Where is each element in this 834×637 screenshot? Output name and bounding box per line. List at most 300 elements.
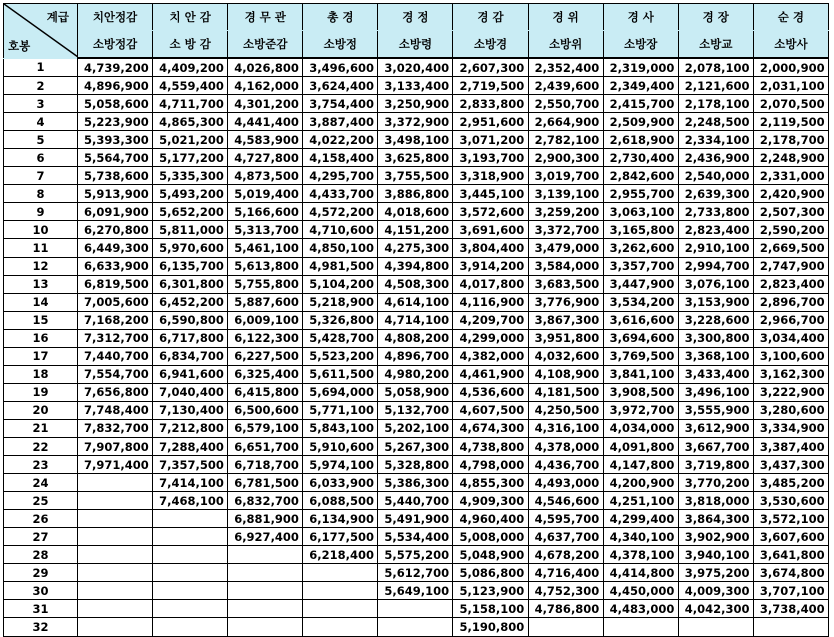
salary-cell: 4,032,600 — [528, 347, 603, 365]
salary-cell: 5,652,200 — [153, 203, 228, 221]
salary-cell: 3,153,900 — [678, 293, 753, 311]
salary-cell: 6,270,800 — [78, 221, 153, 239]
salary-cell: 5,386,300 — [378, 474, 453, 492]
salary-cell: 4,786,800 — [528, 600, 603, 618]
column-header-fire-rank: 소방정감 — [78, 31, 153, 59]
step-number-cell: 30 — [4, 582, 78, 600]
salary-cell: 3,754,400 — [303, 95, 378, 113]
salary-cell: 7,168,200 — [78, 311, 153, 329]
salary-cell: 2,420,900 — [753, 185, 828, 203]
step-number-cell: 28 — [4, 546, 78, 564]
salary-cell: 2,823,400 — [753, 275, 828, 293]
salary-cell: 4,394,800 — [378, 257, 453, 275]
salary-cell: 6,177,500 — [303, 528, 378, 546]
salary-cell: 4,909,300 — [453, 492, 528, 510]
table-row — [4, 113, 829, 131]
table-row — [4, 167, 829, 185]
table-row — [4, 131, 829, 149]
salary-cell: 5,771,100 — [303, 401, 378, 419]
empty-cell — [303, 618, 378, 636]
salary-cell: 6,651,700 — [228, 437, 303, 455]
salary-cell: 5,649,100 — [378, 582, 453, 600]
salary-cell: 3,133,400 — [378, 77, 453, 95]
step-number-cell: 5 — [4, 131, 78, 149]
empty-cell — [228, 582, 303, 600]
salary-cell: 4,409,200 — [153, 58, 228, 77]
salary-cell: 2,248,900 — [753, 149, 828, 167]
salary-cell: 6,834,700 — [153, 347, 228, 365]
table-row — [4, 185, 829, 203]
salary-cell: 2,639,300 — [678, 185, 753, 203]
salary-cell: 3,368,100 — [678, 347, 753, 365]
salary-cell: 7,748,400 — [78, 401, 153, 419]
salary-cell: 5,440,700 — [378, 492, 453, 510]
empty-cell — [78, 528, 153, 546]
salary-cell: 6,449,300 — [78, 239, 153, 257]
step-number-cell: 14 — [4, 293, 78, 311]
salary-cell: 6,227,500 — [228, 347, 303, 365]
salary-cell: 2,842,600 — [603, 167, 678, 185]
salary-cell: 2,070,500 — [753, 95, 828, 113]
salary-cell: 5,534,400 — [378, 528, 453, 546]
salary-cell: 4,340,100 — [603, 528, 678, 546]
step-number-cell: 26 — [4, 510, 78, 528]
salary-cell: 5,913,900 — [78, 185, 153, 203]
step-number-cell: 13 — [4, 275, 78, 293]
table-row — [4, 203, 829, 221]
empty-cell — [678, 618, 753, 636]
salary-cell: 3,755,500 — [378, 167, 453, 185]
salary-cell: 5,523,200 — [303, 347, 378, 365]
step-number-cell: 7 — [4, 167, 78, 185]
salary-cell: 4,200,900 — [603, 474, 678, 492]
column-header-police-rank: 경 위 — [528, 4, 603, 31]
salary-cell: 4,865,300 — [153, 113, 228, 131]
salary-cell: 3,496,100 — [678, 383, 753, 401]
step-number-cell: 25 — [4, 492, 78, 510]
salary-cell: 4,091,800 — [603, 437, 678, 455]
empty-cell — [78, 600, 153, 618]
salary-cell: 2,733,800 — [678, 203, 753, 221]
salary-cell: 4,441,400 — [228, 113, 303, 131]
column-header-fire-rank: 소방위 — [528, 31, 603, 59]
salary-cell: 4,116,900 — [453, 293, 528, 311]
salary-cell: 2,900,300 — [528, 149, 603, 167]
salary-cell: 6,500,600 — [228, 401, 303, 419]
salary-cell: 6,218,400 — [303, 546, 378, 564]
step-number-cell: 11 — [4, 239, 78, 257]
salary-cell: 7,440,700 — [78, 347, 153, 365]
salary-cell: 2,178,100 — [678, 95, 753, 113]
empty-cell — [78, 564, 153, 582]
empty-cell — [228, 546, 303, 564]
salary-cell: 3,250,900 — [378, 95, 453, 113]
table-row — [4, 492, 829, 510]
salary-cell: 4,017,800 — [453, 275, 528, 293]
salary-cell: 3,818,000 — [678, 492, 753, 510]
salary-cell: 6,718,700 — [228, 456, 303, 474]
empty-cell — [153, 528, 228, 546]
salary-cell: 2,334,100 — [678, 131, 753, 149]
salary-cell: 4,382,000 — [453, 347, 528, 365]
salary-cell: 3,694,600 — [603, 329, 678, 347]
salary-cell: 5,393,300 — [78, 131, 153, 149]
salary-cell: 3,770,200 — [678, 474, 753, 492]
table-row — [4, 221, 829, 239]
salary-cell: 6,832,700 — [228, 492, 303, 510]
salary-cell: 5,970,600 — [153, 239, 228, 257]
salary-cell: 3,683,500 — [528, 275, 603, 293]
salary-cell: 4,034,000 — [603, 419, 678, 437]
salary-cell: 7,907,800 — [78, 437, 153, 455]
salary-cell: 5,694,000 — [303, 383, 378, 401]
salary-cell: 2,896,700 — [753, 293, 828, 311]
salary-cell: 4,275,300 — [378, 239, 453, 257]
step-number-cell: 4 — [4, 113, 78, 131]
salary-cell: 3,804,400 — [453, 239, 528, 257]
table-row — [4, 293, 829, 311]
salary-cell: 4,583,900 — [228, 131, 303, 149]
empty-cell — [153, 600, 228, 618]
salary-cell: 3,228,600 — [678, 311, 753, 329]
column-header-fire-rank: 소방령 — [378, 31, 453, 59]
salary-cell: 3,864,300 — [678, 510, 753, 528]
salary-cell: 4,716,400 — [528, 564, 603, 582]
empty-cell — [78, 618, 153, 636]
salary-cell: 3,572,100 — [753, 510, 828, 528]
salary-cell: 3,867,300 — [528, 311, 603, 329]
salary-cell: 5,123,900 — [453, 582, 528, 600]
salary-cell: 7,971,400 — [78, 456, 153, 474]
salary-cell: 3,707,100 — [753, 582, 828, 600]
salary-cell: 3,372,900 — [378, 113, 453, 131]
salary-cell: 4,295,700 — [303, 167, 378, 185]
table-row — [4, 618, 829, 636]
salary-cell: 4,018,600 — [378, 203, 453, 221]
empty-cell — [753, 618, 828, 636]
salary-cell: 4,980,200 — [378, 365, 453, 383]
salary-cell: 4,896,900 — [78, 77, 153, 95]
salary-cell: 3,940,100 — [678, 546, 753, 564]
salary-cell: 2,719,500 — [453, 77, 528, 95]
salary-cell: 4,614,100 — [378, 293, 453, 311]
step-number-cell: 17 — [4, 347, 78, 365]
salary-cell: 4,711,700 — [153, 95, 228, 113]
salary-cell: 2,031,100 — [753, 77, 828, 95]
empty-cell — [153, 618, 228, 636]
salary-cell: 3,572,600 — [453, 203, 528, 221]
salary-cell: 6,590,800 — [153, 311, 228, 329]
salary-cell: 4,559,400 — [153, 77, 228, 95]
salary-cell: 5,086,800 — [453, 564, 528, 582]
salary-cell: 5,612,700 — [378, 564, 453, 582]
salary-cell: 4,162,000 — [228, 77, 303, 95]
column-header-fire-rank: 소방장 — [603, 31, 678, 59]
salary-cell: 3,719,800 — [678, 456, 753, 474]
salary-cell: 6,881,900 — [228, 510, 303, 528]
salary-cell: 5,811,000 — [153, 221, 228, 239]
salary-cell: 4,158,400 — [303, 149, 378, 167]
step-number-cell: 2 — [4, 77, 78, 95]
salary-cell: 4,181,500 — [528, 383, 603, 401]
salary-cell: 2,664,900 — [528, 113, 603, 131]
salary-cell: 4,739,200 — [78, 58, 153, 77]
empty-cell — [228, 564, 303, 582]
column-header-police-rank: 순 경 — [753, 4, 828, 31]
salary-cell: 3,496,600 — [303, 58, 378, 77]
empty-cell — [78, 510, 153, 528]
salary-cell: 3,498,100 — [378, 131, 453, 149]
table-row — [4, 275, 829, 293]
salary-cell: 4,607,500 — [453, 401, 528, 419]
step-number-cell: 19 — [4, 383, 78, 401]
salary-cell: 3,485,200 — [753, 474, 828, 492]
salary-cell: 4,536,600 — [453, 383, 528, 401]
salary-cell: 6,781,500 — [228, 474, 303, 492]
salary-cell: 4,981,500 — [303, 257, 378, 275]
salary-cell: 3,447,900 — [603, 275, 678, 293]
salary-cell: 2,747,900 — [753, 257, 828, 275]
salary-cell: 3,624,400 — [303, 77, 378, 95]
salary-cell: 7,832,700 — [78, 419, 153, 437]
salary-cell: 3,612,900 — [678, 419, 753, 437]
salary-cell: 7,005,600 — [78, 293, 153, 311]
salary-cell: 5,021,200 — [153, 131, 228, 149]
column-header-fire-rank: 소방준감 — [228, 31, 303, 59]
salary-cell: 3,433,400 — [678, 365, 753, 383]
table-row — [4, 546, 829, 564]
empty-cell — [153, 564, 228, 582]
salary-cell: 4,710,600 — [303, 221, 378, 239]
salary-cell: 4,572,200 — [303, 203, 378, 221]
salary-cell: 2,669,500 — [753, 239, 828, 257]
salary-cell: 4,674,300 — [453, 419, 528, 437]
salary-cell: 2,782,100 — [528, 131, 603, 149]
column-header-fire-rank: 소방경 — [453, 31, 528, 59]
salary-cell: 6,122,300 — [228, 329, 303, 347]
salary-cell: 3,841,100 — [603, 365, 678, 383]
salary-cell: 7,656,800 — [78, 383, 153, 401]
salary-cell: 3,262,600 — [603, 239, 678, 257]
salary-cell: 5,974,100 — [303, 456, 378, 474]
salary-cell: 7,414,100 — [153, 474, 228, 492]
table-row — [4, 149, 829, 167]
salary-cell: 2,415,700 — [603, 95, 678, 113]
salary-cell: 3,019,700 — [528, 167, 603, 185]
salary-cell: 4,752,300 — [528, 582, 603, 600]
salary-cell: 3,908,500 — [603, 383, 678, 401]
empty-cell — [228, 618, 303, 636]
salary-cell: 3,886,800 — [378, 185, 453, 203]
salary-cell: 3,534,200 — [603, 293, 678, 311]
salary-cell: 2,178,700 — [753, 131, 828, 149]
salary-cell: 2,121,600 — [678, 77, 753, 95]
salary-cell: 5,575,200 — [378, 546, 453, 564]
salary-cell: 3,280,600 — [753, 401, 828, 419]
salary-cell: 7,212,800 — [153, 419, 228, 437]
salary-cell: 4,960,400 — [453, 510, 528, 528]
salary-cell: 3,975,200 — [678, 564, 753, 582]
salary-cell: 3,914,200 — [453, 257, 528, 275]
step-axis-label: 호봉 — [8, 38, 31, 53]
salary-cell: 3,259,200 — [528, 203, 603, 221]
salary-cell: 4,009,300 — [678, 582, 753, 600]
salary-cell: 5,887,600 — [228, 293, 303, 311]
salary-cell: 3,769,500 — [603, 347, 678, 365]
salary-cell: 3,667,700 — [678, 437, 753, 455]
salary-cell: 3,300,800 — [678, 329, 753, 347]
salary-cell: 3,738,400 — [753, 600, 828, 618]
salary-cell: 3,162,300 — [753, 365, 828, 383]
table-row — [4, 383, 829, 401]
salary-cell: 4,299,000 — [453, 329, 528, 347]
salary-cell: 3,616,600 — [603, 311, 678, 329]
salary-cell: 4,251,100 — [603, 492, 678, 510]
salary-cell: 3,165,800 — [603, 221, 678, 239]
salary-cell: 4,378,100 — [603, 546, 678, 564]
salary-cell: 4,637,700 — [528, 528, 603, 546]
salary-cell: 4,508,300 — [378, 275, 453, 293]
salary-cell: 4,151,200 — [378, 221, 453, 239]
table-row — [4, 365, 829, 383]
table-row — [4, 528, 829, 546]
step-number-cell: 24 — [4, 474, 78, 492]
salary-cell: 5,755,800 — [228, 275, 303, 293]
column-header-police-rank: 치안정감 — [78, 4, 153, 31]
step-number-cell: 3 — [4, 95, 78, 113]
salary-cell: 6,579,100 — [228, 419, 303, 437]
table-row — [4, 311, 829, 329]
table-row — [4, 456, 829, 474]
salary-cell: 4,850,100 — [303, 239, 378, 257]
table-row — [4, 474, 829, 492]
salary-cell: 2,078,100 — [678, 58, 753, 77]
salary-cell: 4,727,800 — [228, 149, 303, 167]
column-header-police-rank: 경 무 관 — [228, 4, 303, 31]
salary-cell: 3,222,900 — [753, 383, 828, 401]
salary-cell: 3,887,400 — [303, 113, 378, 131]
salary-cell: 5,428,700 — [303, 329, 378, 347]
salary-cell: 2,509,900 — [603, 113, 678, 131]
salary-cell: 3,445,100 — [453, 185, 528, 203]
salary-cell: 4,250,500 — [528, 401, 603, 419]
step-number-cell: 21 — [4, 419, 78, 437]
salary-cell: 4,873,500 — [228, 167, 303, 185]
salary-cell: 6,415,800 — [228, 383, 303, 401]
column-header-fire-rank: 소방사 — [753, 31, 828, 59]
salary-cell: 2,119,500 — [753, 113, 828, 131]
salary-cell: 5,910,600 — [303, 437, 378, 455]
empty-cell — [153, 510, 228, 528]
salary-cell: 7,468,100 — [153, 492, 228, 510]
salary-cell: 5,613,800 — [228, 257, 303, 275]
empty-cell — [378, 600, 453, 618]
salary-cell: 3,071,200 — [453, 131, 528, 149]
salary-cell: 7,130,400 — [153, 401, 228, 419]
salary-cell: 2,823,400 — [678, 221, 753, 239]
salary-cell: 2,439,600 — [528, 77, 603, 95]
salary-cell: 6,717,800 — [153, 329, 228, 347]
salary-cell: 4,483,000 — [603, 600, 678, 618]
salary-cell: 5,564,700 — [78, 149, 153, 167]
salary-cell: 5,019,400 — [228, 185, 303, 203]
table-row — [4, 77, 829, 95]
column-header-fire-rank: 소방정 — [303, 31, 378, 59]
table-row — [4, 329, 829, 347]
salary-cell: 3,776,900 — [528, 293, 603, 311]
salary-cell: 4,896,700 — [378, 347, 453, 365]
salary-cell: 3,902,900 — [678, 528, 753, 546]
empty-cell — [228, 600, 303, 618]
salary-cell: 3,437,300 — [753, 456, 828, 474]
salary-cell: 3,193,700 — [453, 149, 528, 167]
salary-cell: 5,190,800 — [453, 618, 528, 636]
salary-cell: 7,312,700 — [78, 329, 153, 347]
salary-cell: 5,843,100 — [303, 419, 378, 437]
column-header-police-rank: 경 정 — [378, 4, 453, 31]
empty-cell — [303, 600, 378, 618]
salary-cell: 4,714,100 — [378, 311, 453, 329]
salary-cell: 5,177,200 — [153, 149, 228, 167]
salary-cell: 2,352,400 — [528, 58, 603, 77]
salary-cell: 3,625,800 — [378, 149, 453, 167]
table-row — [4, 419, 829, 437]
table-row — [4, 510, 829, 528]
salary-cell: 4,026,800 — [228, 58, 303, 77]
salary-cell: 5,104,200 — [303, 275, 378, 293]
salary-cell: 4,450,000 — [603, 582, 678, 600]
table-row — [4, 257, 829, 275]
salary-cell: 2,910,100 — [678, 239, 753, 257]
empty-cell — [153, 582, 228, 600]
salary-cell: 2,000,900 — [753, 58, 828, 77]
salary-cell: 5,058,600 — [78, 95, 153, 113]
step-number-cell: 20 — [4, 401, 78, 419]
empty-cell — [78, 492, 153, 510]
salary-cell: 7,357,500 — [153, 456, 228, 474]
step-number-cell: 10 — [4, 221, 78, 239]
salary-cell: 6,325,400 — [228, 365, 303, 383]
table-row — [4, 58, 829, 77]
salary-cell: 3,951,800 — [528, 329, 603, 347]
salary-cell: 7,288,400 — [153, 437, 228, 455]
salary-cell: 3,674,800 — [753, 564, 828, 582]
table-row — [4, 437, 829, 455]
column-header-police-rank: 경 사 — [603, 4, 678, 31]
salary-cell: 3,076,100 — [678, 275, 753, 293]
salary-cell: 5,493,200 — [153, 185, 228, 203]
salary-cell: 4,414,800 — [603, 564, 678, 582]
salary-cell: 4,855,300 — [453, 474, 528, 492]
salary-cell: 3,584,000 — [528, 257, 603, 275]
salary-cell: 5,158,100 — [453, 600, 528, 618]
salary-cell: 5,491,900 — [378, 510, 453, 528]
step-number-cell: 8 — [4, 185, 78, 203]
salary-cell: 4,108,900 — [528, 365, 603, 383]
salary-cell: 4,595,700 — [528, 510, 603, 528]
table-row — [4, 95, 829, 113]
salary-cell: 7,040,400 — [153, 383, 228, 401]
step-number-cell: 29 — [4, 564, 78, 582]
salary-cell: 6,819,500 — [78, 275, 153, 293]
salary-cell: 2,550,700 — [528, 95, 603, 113]
salary-cell: 4,436,700 — [528, 456, 603, 474]
salary-cell: 5,335,300 — [153, 167, 228, 185]
empty-cell — [303, 582, 378, 600]
salary-cell: 5,461,100 — [228, 239, 303, 257]
empty-cell — [303, 564, 378, 582]
step-number-cell: 32 — [4, 618, 78, 636]
